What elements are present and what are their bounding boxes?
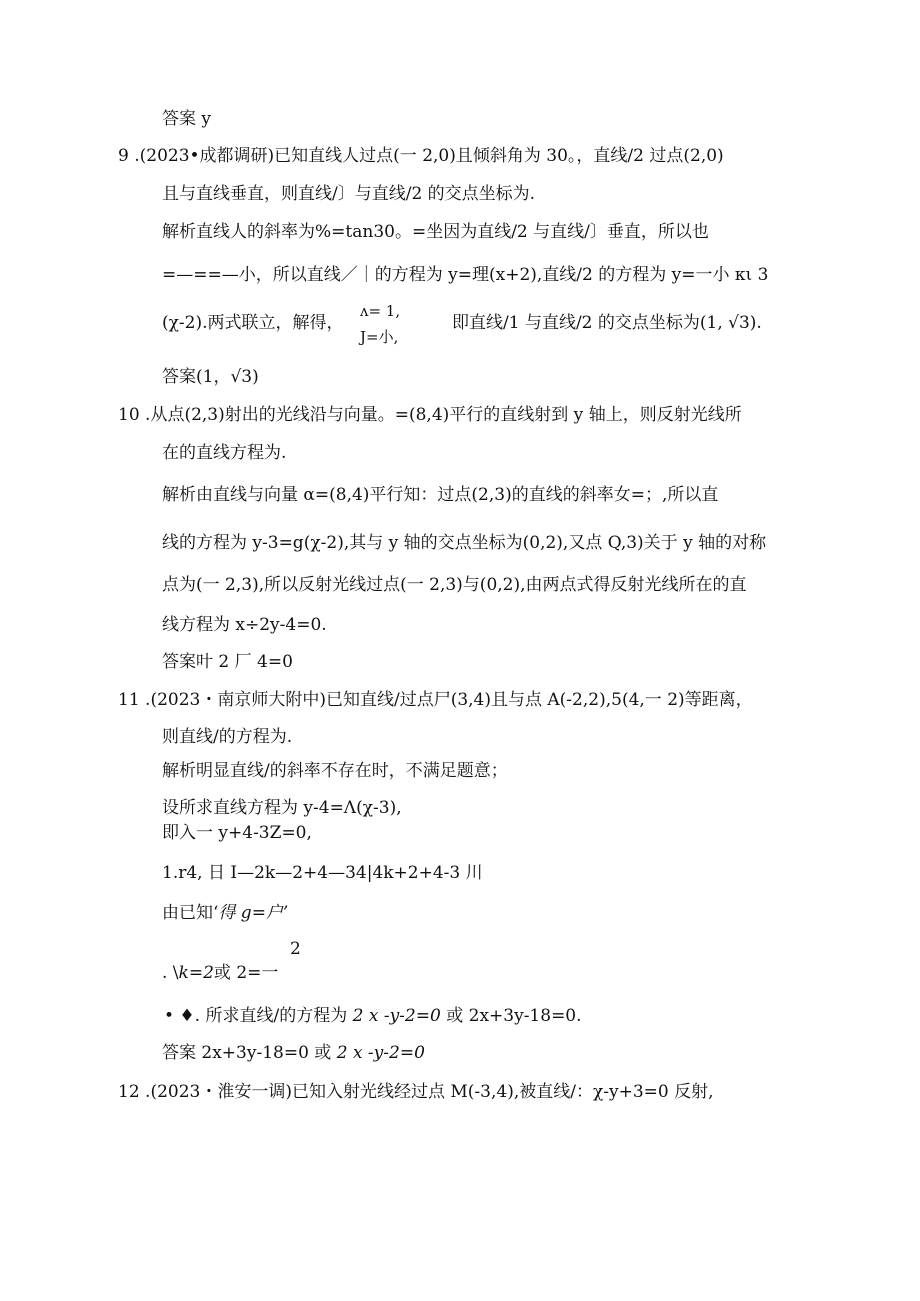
analysis-10-line-2: 线的方程为 y-3=g(χ-2),其与 y 轴的交点坐标为(0,2),又点 Q,3)关于 y 轴的对称 — [162, 533, 767, 553]
problem-10-line-1: 10 .从点(2,3)射出的光线沿与向量。=(8,4)平行的直线射到 y 轴上，则反射光线所 — [118, 405, 742, 425]
k-alt: 或 2=一 — [213, 963, 279, 983]
problem-9-line-1: 9 .(2023•成都调研)已知直线人过点(一 2,0)且倾斜角为 30。，直线/2 过点(2,0) — [118, 146, 724, 166]
analysis-11-line-5 — [162, 902, 288, 924]
problem-11-line-1: 11 .(2023・南京师大附中)已知直线/过点尸(3,4)且与点 A(-2,2),5(4,一 2)等距离， — [118, 690, 753, 710]
equation-row-2: J=小, — [360, 328, 399, 346]
answer-9: 答案(1，√3) — [162, 367, 259, 387]
fraction-denominator: 2 — [290, 939, 301, 959]
answer-11 — [162, 1042, 425, 1064]
analysis-9-conclusion: 即直线/1 与直线/2 的交点坐标为(1, √3). — [452, 313, 762, 333]
analysis-11-line-3: 即入一 y+4-3Z=0, — [162, 823, 312, 843]
answer-11-eq: 2 x -y-2=0 — [336, 1043, 425, 1063]
given-prefix: 由已知‘ — [162, 903, 219, 923]
conclusion-suffix: 或 2x+3y-18=0. — [446, 1006, 582, 1026]
equation-row-1: ʌ= 1, — [360, 302, 401, 320]
problem-10-line-2: 在的直线方程为. — [162, 443, 287, 463]
line-equation-1: 2 x -y-2=0 — [352, 1006, 441, 1026]
problem-12-line-1: 12 .(2023・淮安一调)已知入射光线经过点 M(-3,4),被直线/：χ-y+3=0 反射, — [118, 1082, 714, 1102]
analysis-11-line-4: 1.r4, 日 I—2k—2+4—34|4k+2+4-3 川 — [162, 863, 483, 883]
analysis-10-line-3: 点为(一 2,3),所以反射光线过点(一 2,3)与(0,2),由两点式得反射光线所在的直 — [162, 575, 747, 595]
problem-9-line-2: 且与直线垂直，则直线/〕与直线/2 的交点坐标为. — [162, 184, 536, 204]
analysis-11-line-6 — [162, 962, 278, 984]
given-formula: 得 g=户’ — [218, 903, 289, 923]
answer-11-prefix: 答案 2x+3y-18=0 或 — [162, 1043, 332, 1063]
conclusion-prefix: • ♦. 所求直线/的方程为 — [164, 1006, 348, 1026]
analysis-9-line-3: (χ-2).两式联立，解得， — [162, 313, 344, 333]
analysis-11-line-1: 解析明显直线/的斜率不存在时，不满足题意； — [162, 761, 508, 781]
analysis-10-line-1: 解析由直线与向量 α=(8,4)平行知：过点(2,3)的直线的斜率女=；,所以直 — [162, 485, 719, 505]
answer-10: 答案叶 2 厂 4=0 — [162, 652, 293, 672]
k-value: k=2 — [178, 963, 214, 983]
problem-11-line-2: 则直线/的方程为. — [162, 727, 293, 747]
equation-system — [360, 298, 400, 350]
analysis-10-line-4: 线方程为 x÷2y-4=0. — [162, 615, 327, 635]
therefore-mark: . \ — [162, 963, 179, 983]
answer-line-8: 答案 y — [162, 109, 212, 129]
analysis-11-conclusion — [164, 1005, 582, 1027]
analysis-9-line-1: 解析直线人的斜率为%=tan30。=坐因为直线/2 与直线/〕垂直，所以也 — [162, 222, 709, 242]
analysis-11-line-2: 设所求直线方程为 y-4=Λ(χ-3), — [162, 798, 402, 818]
analysis-9-line-2: =—==—小，所以直线／｜的方程为 y=理(x+2),直线/2 的方程为 y=一小 κι 3 — [162, 265, 769, 285]
